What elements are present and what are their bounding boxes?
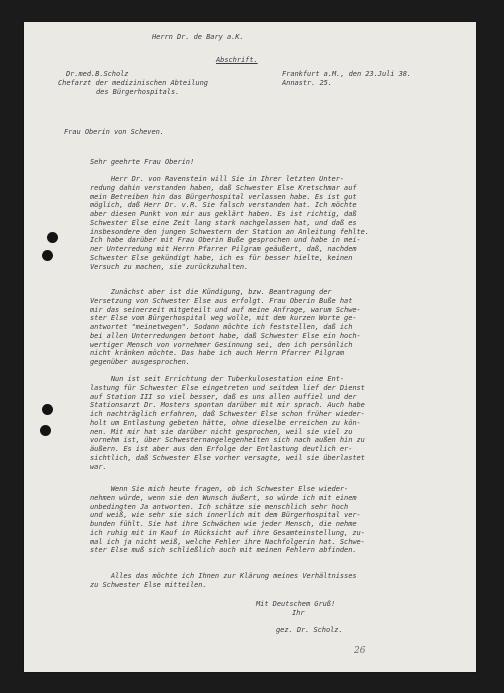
copy-label: Abschrift. xyxy=(216,56,258,64)
body-line: nen. Mit mir hat sie darüber nicht gesprochen, weil sie viel zu xyxy=(90,427,353,436)
body-line: äußern. Es ist aber aus den Erfolge der Entlastung deutlich er- xyxy=(90,445,353,453)
body-line: möglich, daß Herr Dr. v.R. Sie falsch verstanden hat. Ich möchte xyxy=(90,201,357,210)
body-line: vornehm ist, über Schwesternangelegenheiten sich nach außen hin zu xyxy=(90,436,365,445)
body-line: wertiger Mensch von vornehmer Gesinnung sei, den ich persönlich xyxy=(90,340,353,349)
sender-title: Chefarzt der medizinischen Abteilung xyxy=(58,79,208,87)
body-line: Zunächst aber ist die Kündigung, bzw. Beantragung der xyxy=(90,288,332,296)
body-line: und weiß, wie sehr sie sich innerlich mit dem Bürgerhospital ver- xyxy=(90,511,361,520)
body-line: Nun ist seit Errichtung der Tuberkulosestation eine Ent- xyxy=(90,375,345,383)
body-line: Stationsarzt Dr. Mosters spontan darüber mit mir sprach. Auch habe xyxy=(90,401,365,410)
body-line: mein Betreiben hin das Bürgerhospital verlassen habe. Es ist gut xyxy=(90,192,357,201)
body-line: ner Unterredung mit Herrn Pfarrer Pilgram geäußert, daß, nachdem xyxy=(90,245,357,253)
body-line: mal ich ja nicht weiß, welche Fehler ihre Nachfolgerin hat. Schwe- xyxy=(90,537,365,546)
body-line: aber diesen Punkt von mir aus geklärt haben. Es ist richtig, daß xyxy=(90,210,357,218)
document-page xyxy=(24,22,476,672)
punch-hole xyxy=(42,250,53,261)
body-line: mir das seinerzeit mitgeteilt und auf meine Anfrage, warum Schwe- xyxy=(90,305,361,314)
body-line: ster Else vom Bürgerhospital weg wolle, mit dem kurzen Worte ge- xyxy=(90,314,357,323)
body-line: Schwester Else gekündigt habe, ich es für besser hielte, keinen xyxy=(90,253,353,262)
body-line: Wenn Sie mich heute fragen, ob ich Schwester Else wieder- xyxy=(90,485,349,493)
body-line: bunden fühlt. Sie hat ihre Schwächen wie jeder Mensch, die nehme xyxy=(90,520,357,528)
sender-institution: des Bürgerhospitals. xyxy=(96,88,180,96)
body-line: bei allen Unterredungen betont habe, daß Schwester Else ein hoch- xyxy=(90,331,361,340)
recipient: Frau Oberin von Scheven. xyxy=(64,128,164,136)
body-line: insbesondere den jungen Schwestern der Station an Anleitung fehlte. xyxy=(90,227,370,236)
punch-hole xyxy=(42,404,53,415)
body-line: Ich habe darüber mit Frau Oberin Buße gesprochen und habe in mei- xyxy=(90,236,361,245)
sender-name: Dr.med.B.Scholz xyxy=(66,70,129,78)
body-line: ster Else muß sich schließlich auch mit meinen Fehlern abfinden. xyxy=(90,546,357,555)
closing-ihr: Ihr xyxy=(292,609,305,617)
body-line: Schwester Else eine Zeit lang stark nachgelassen hat, und daß es xyxy=(90,218,357,227)
body-line: Alles das möchte ich Ihnen zur Klärung meines Verhältnisses xyxy=(90,572,357,580)
body-line: zu Schwester Else mitteilen. xyxy=(90,580,207,589)
body-line: Versetzung von Schwester Else aus erfolgt. Frau Oberin Buße hat xyxy=(90,296,353,305)
body-line: nicht kränken möchte. Das habe ich auch Herrn Pfarrer Pilgram xyxy=(90,349,345,358)
signature: gez. Dr. Scholz. xyxy=(276,626,343,634)
body-line: unbedingten Ja antworten. Ich schätze sie menschlich sehr hoch xyxy=(90,502,349,511)
page-number: 26 xyxy=(354,646,366,656)
punch-hole xyxy=(47,232,58,243)
body-line: redung dahin verstanden haben, daß Schwester Else Kretschmar auf xyxy=(90,183,357,192)
body-line: ich nachträglich erfahren, daß Schwester Else schon früher wieder- xyxy=(90,410,365,418)
body-line: lastung für Schwester Else eingetreten und seitdem lief der Dienst xyxy=(90,383,365,392)
body-line: sichtlich, daß Schwester Else vorher versagte, weil sie überlastet xyxy=(90,453,365,462)
addressee-note: Herrn Dr. de Bary a.K. xyxy=(152,33,244,41)
body-line: holt um Entlastung gebeten hätte, ohne dieselbe erreichen zu kön- xyxy=(90,418,361,427)
body-line: ich ruhig mit in Kauf in Rücksicht auf ihre Gesamteinstellung, zu- xyxy=(90,528,365,537)
body-line: auf Station III so viel besser, daß es uns allen auffiel und der xyxy=(90,392,357,401)
punch-hole xyxy=(40,425,51,436)
body-line: war. xyxy=(90,462,107,471)
closing-greeting: Mit Deutschem Gruß! xyxy=(256,600,336,608)
place-date: Frankfurt a.M., den 23.Juli 38. xyxy=(282,70,412,78)
sender-street: Annastr. 25. xyxy=(282,79,332,87)
body-line: gegenüber ausgesprochen. xyxy=(90,358,190,366)
body-line: Herr Dr. von Ravenstein will Sie in Ihrer letzten Unter- xyxy=(90,175,345,183)
salutation: Sehr geehrte Frau Oberin! xyxy=(90,158,195,166)
body-line: nehmen würde, wenn sie den Wunsch äußert, so würde ich mit einem xyxy=(90,493,357,502)
body-line: antwortet "meinetwegen". Sodann möchte ich feststellen, daß ich xyxy=(90,323,353,331)
body-line: Versuch zu machen, sie zurückzuhalten. xyxy=(90,262,249,271)
